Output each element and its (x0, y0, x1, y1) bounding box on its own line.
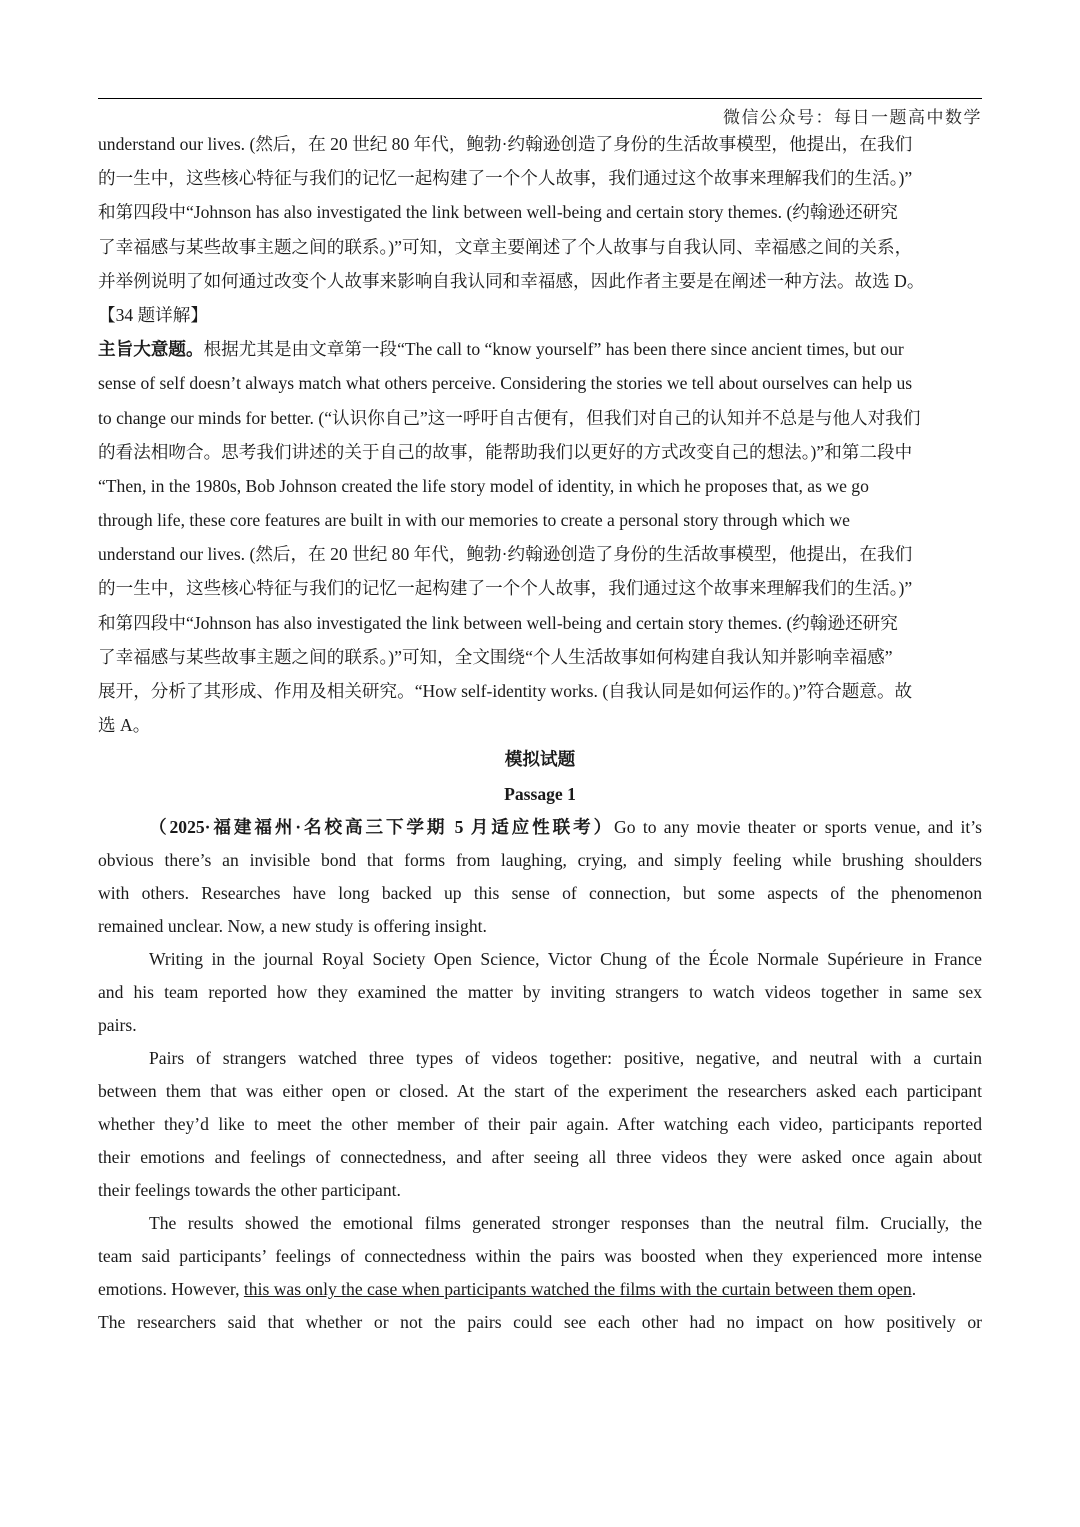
passage-line: team said participants’ feelings of connectedness within the pairs was boosted when they experienced more intense (98, 1245, 982, 1266)
passage-paragraph-1 (98, 811, 982, 943)
q33-line: 并举例说明了如何通过改变个人故事来影响自我认同和幸福感，因此作者主要是在阐述一种方法。故选 D。 (98, 270, 925, 291)
passage-line: with others. Researches have long backed up this sense of connection, but some aspects of the phenomenon (98, 882, 982, 903)
passage-line: Pairs of strangers watched three types of videos together: positive, negative, and neutral with a curtain (149, 1047, 982, 1068)
passage-line: pairs. (98, 1014, 137, 1035)
q34-line: 选 A。 (98, 715, 151, 736)
passage-body (98, 811, 982, 1339)
passage-line (98, 1273, 982, 1306)
passage-line: their emotions and feelings of connectedness, and after seeing all three videos they were asked once again about (98, 1146, 982, 1167)
passage-line: whether they’d like to meet the other member of their pair again. After watching each video, participants reported (98, 1113, 982, 1134)
q33-line: understand our lives. (然后，在 20 世纪 80 年代，鲍勃·约翰逊创造了身份的生活故事模型，他提出，在我们 (98, 134, 913, 154)
q34-line: through life, these core features are built in with our memories to create a personal story through which we (98, 510, 850, 531)
q34-line: 的看法相吻合。思考我们讲述的关于自己的故事，能帮助我们以更好的方式改变自己的想法。)”和第二段中 (98, 441, 913, 462)
passage-line: and his team reported how they examined the matter by inviting strangers to watch videos together in same sex (98, 981, 982, 1002)
q33-line: 了幸福感与某些故事主题之间的联系。)”可知，文章主要阐述了个人故事与自我认同、幸福感之间的关系， (98, 236, 913, 257)
passage-p4-pre: emotions. However, (98, 1278, 244, 1299)
q33-explanation (98, 127, 982, 298)
passage-line: between them that was either open or closed. At the start of the experiment the researchers asked each participant (98, 1080, 982, 1101)
q34-line: 了幸福感与某些故事主题之间的联系。)”可知，全文围绕“个人生活故事如何构建自我认知并影响幸福感” (98, 646, 893, 667)
passage-paragraph-3 (98, 1042, 982, 1207)
q34-line: “Then, in the 1980s, Bob Johnson created the life story model of identity, in which he proposes that, as we go (98, 475, 869, 496)
passage-line: obvious there’s an invisible bond that forms from laughing, crying, and simply feeling while brushing shoulders (98, 849, 982, 870)
q33-line: 和第四段中“Johnson has also investigated the link between well-being and certain story themes. (约翰逊还研究 (98, 202, 898, 223)
passage-source: （2025·福建福州·名校高三下学期 5 月适应性联考） (149, 816, 615, 837)
q34-lead: 主旨大意题。 (98, 339, 204, 360)
q34-line: understand our lives. (然后，在 20 世纪 80 年代，鲍勃·约翰逊创造了身份的生活故事模型，他提出，在我们 (98, 544, 913, 565)
passage-line: Writing in the journal Royal Society Open Science, Victor Chung of the École Normale Supérieure in France (149, 948, 982, 969)
header-rule (98, 98, 982, 99)
passage-line: The results showed the emotional films generated stronger responses than the neutral film. Crucially, the (149, 1212, 982, 1233)
section-title: 模拟试题 (504, 749, 576, 770)
passage-line (98, 811, 982, 844)
q34-line1-rest: 根据尤其是由文章第一段“The call to “know yourself” has been there since ancient times, but our (203, 339, 904, 360)
q34-explanation (98, 298, 982, 742)
q33-line: 的一生中，这些核心特征与我们的记忆一起构建了一个个人故事，我们通过这个故事来理解我们的生活。)” (98, 168, 913, 189)
passage-line: remained unclear. Now, a new study is offering insight. (98, 915, 487, 936)
passage-p4-post: . (911, 1278, 917, 1299)
q34-heading: 【34 题详解】 (98, 304, 208, 325)
passage-p1-first: Go to any movie theater or sports venue, and it’s (614, 816, 982, 837)
passage-line: The researchers said that whether or not the pairs could see each other had no impact on how positively or (98, 1311, 982, 1332)
passage-paragraph-2 (98, 943, 982, 1042)
wechat-header-note: 微信公众号：每日一题高中数学 (723, 108, 982, 128)
q34-line: sense of self doesn’t always match what others perceive. Considering the stories we tell about ourselves can help us (98, 373, 913, 394)
passage-line: their feelings towards the other participant. (98, 1179, 401, 1200)
passage-paragraph-4 (98, 1207, 982, 1339)
q34-line-first (98, 332, 982, 366)
underlined-sentence: this was only the case when participants watched the films with the curtain between them open (243, 1278, 912, 1299)
q34-line: to change our minds for better. (“认识你自己”这一呼吁自古便有，但我们对自己的认知并不总是与他人对我们 (98, 407, 921, 428)
passage-title: Passage 1 (504, 783, 576, 804)
q34-line: 和第四段中“Johnson has also investigated the link between well-being and certain story themes. (约翰逊还研究 (98, 612, 898, 633)
q34-line: 的一生中，这些核心特征与我们的记忆一起构建了一个个人故事，我们通过这个故事来理解我们的生活。)” (98, 578, 913, 599)
page-content (98, 127, 982, 1339)
q34-line: 展开，分析了其形成、作用及相关研究。“How self-identity works. (自我认同是如何运作的。)”符合题意。故 (98, 681, 913, 701)
